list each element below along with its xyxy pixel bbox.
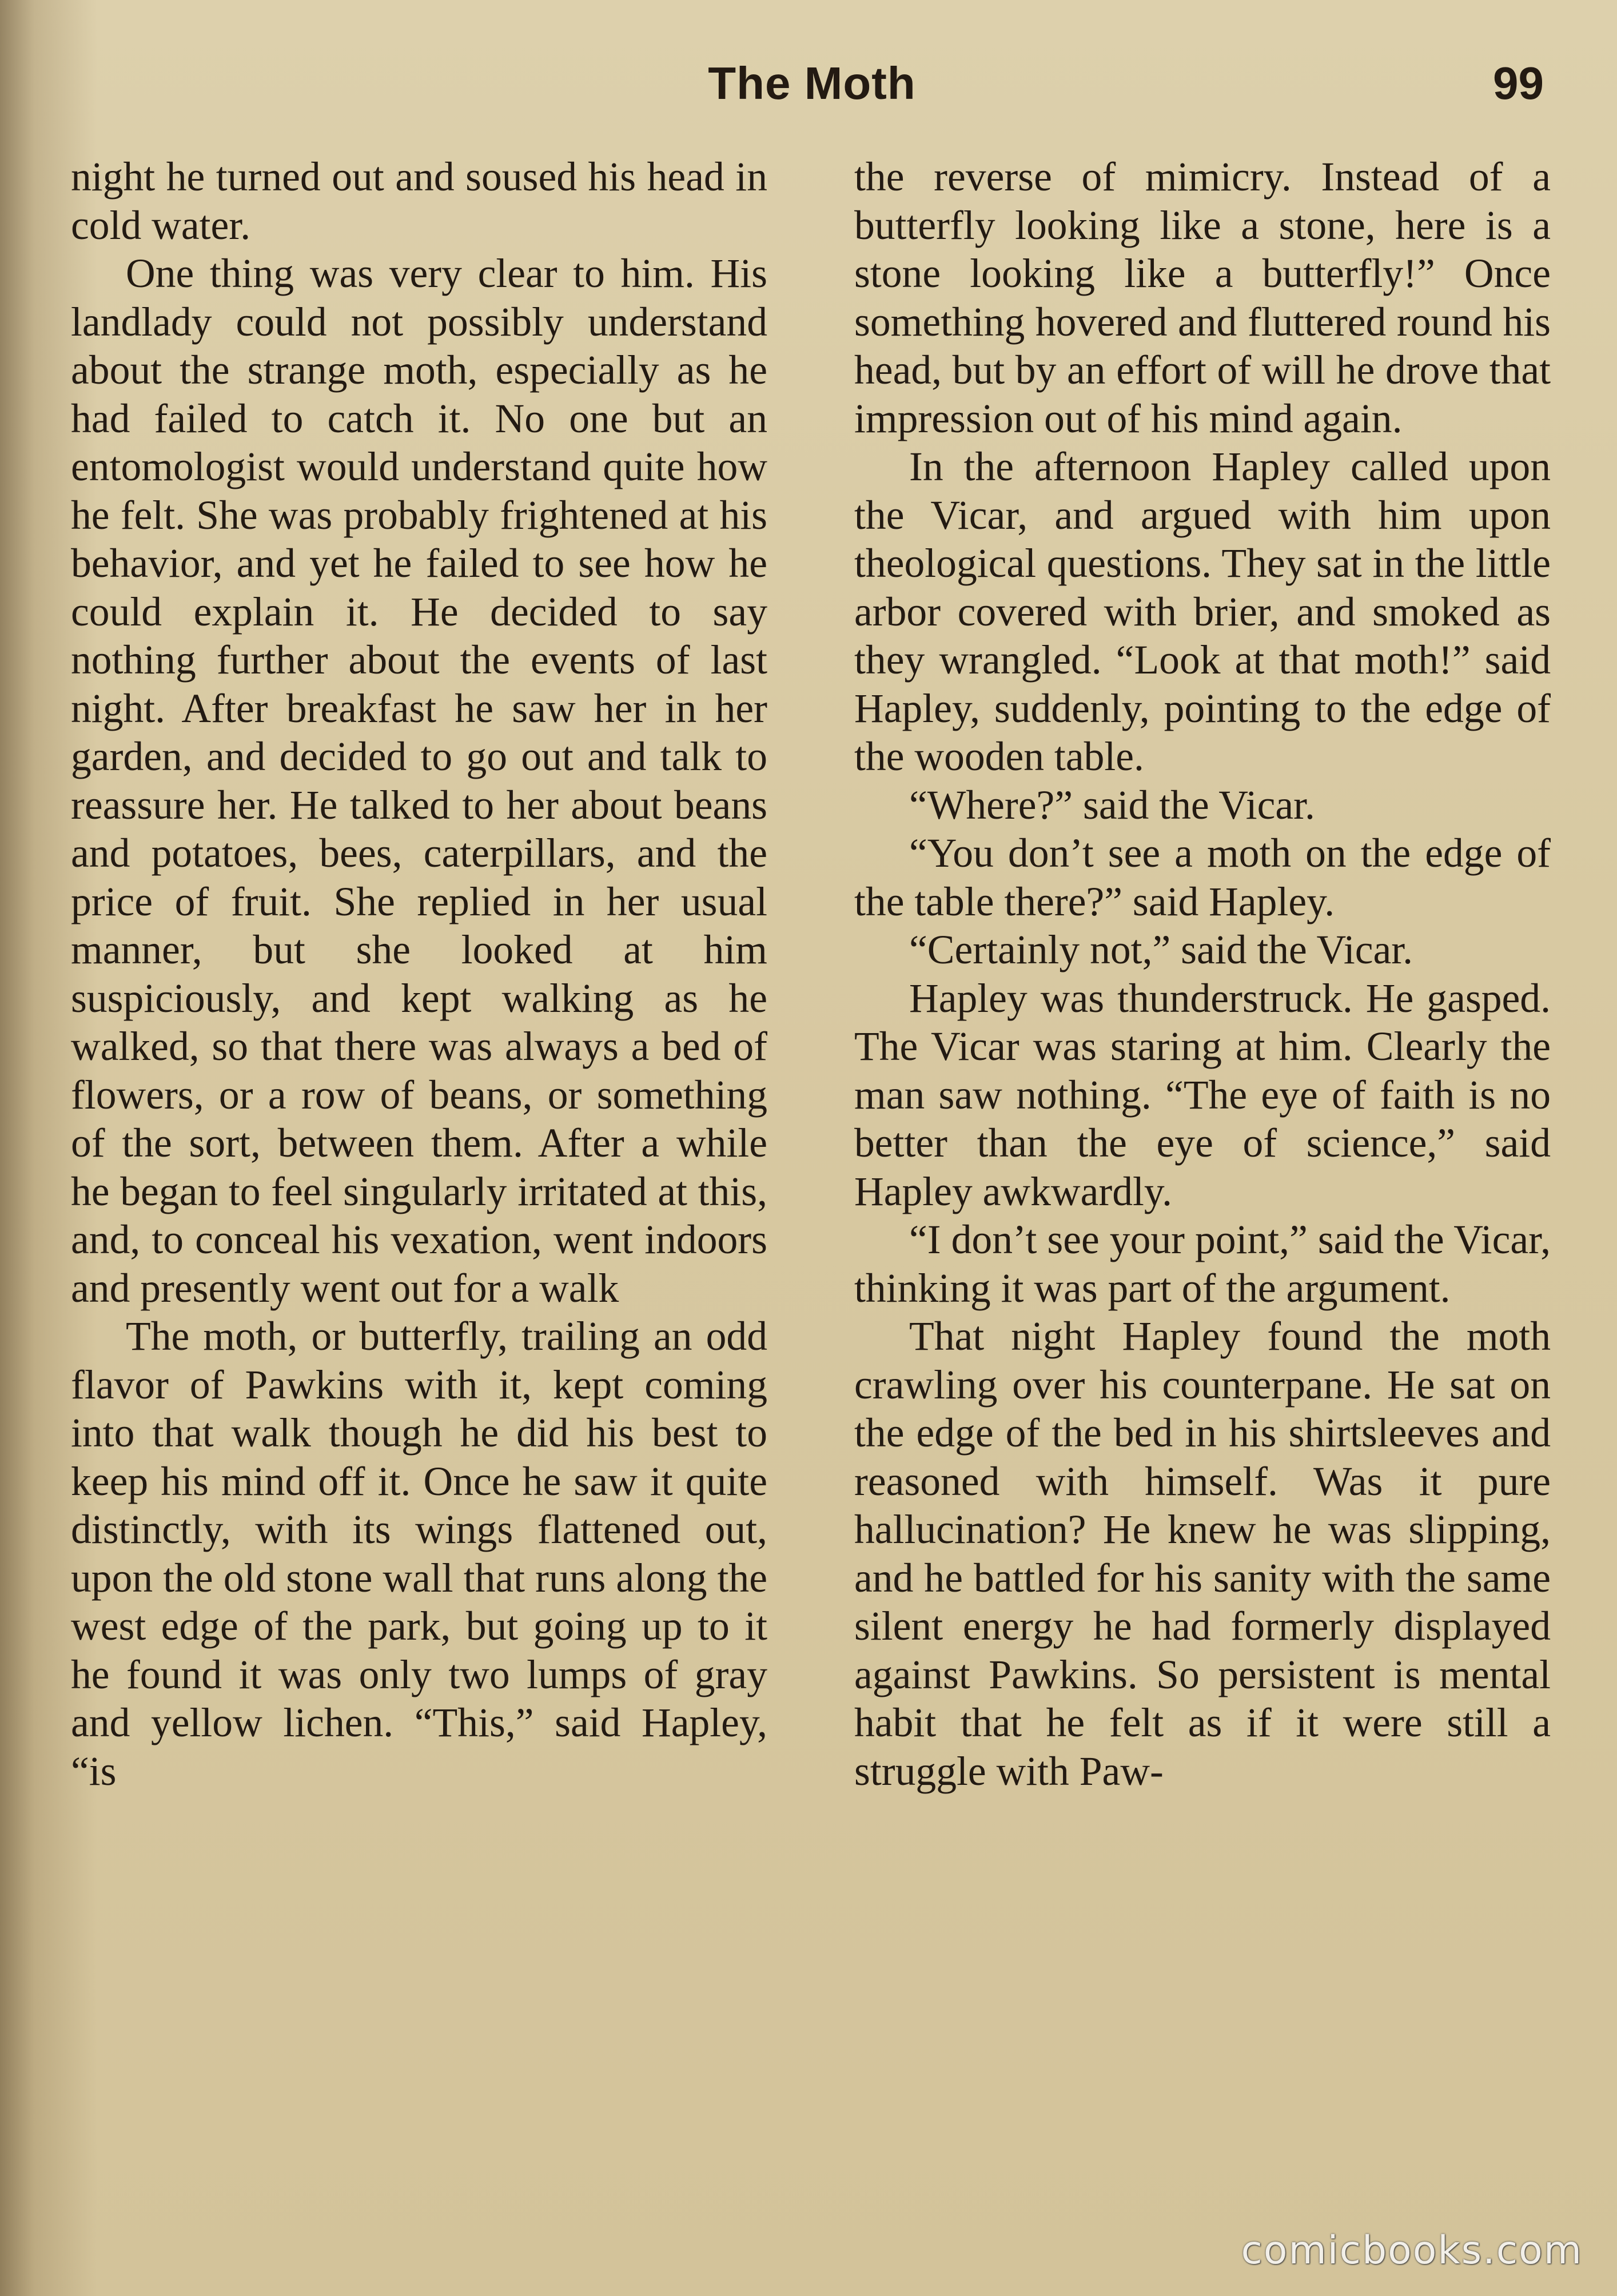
- left-column: [71, 153, 767, 1796]
- page-title: The Moth: [708, 58, 916, 109]
- watermark: comicbooks.com: [1241, 2228, 1583, 2273]
- running-head: [69, 57, 1555, 120]
- paragraph: Hapley was thunderstruck. He gasped. The Vicar was staring at him. Clearly the man saw nothing. “The eye of faith is no better than the eye of science,” said Hapley awkwardly.: [854, 975, 1551, 1214]
- paragraph: One thing was very clear to him. His landlady could not possibly understand about the strange moth, especially as he had failed to catch it. No one but an entomologist would understand quite how he felt. She was probably frightened at his behavior, and yet he failed to see how he could explain it. He decided to say nothing further about the events of last night. After breakfast he saw her in her garden, and decided to go out and talk to reassure her. He talked to her about beans and potatoes, bees, caterpillars, and the price of fruit. She replied in her usual manner, but she looked at him suspiciously, and kept walking as he walked, so that there was always a bed of flowers, or a row of beans, or something of the sort, between them. After a while he began to feel singularly irritated at this, and, to conceal his vexation, went indoors and presently went out for a walk: [71, 251, 767, 1311]
- paragraph: “Certainly not,” said the Vicar.: [909, 927, 1413, 972]
- paragraph: The moth, or butterfly, trailing an odd flavor of Pawkins with it, kept coming into that walk though he did his best to keep his mind off it. Once he saw it quite distinctly, with its wings flattened out, upon the old stone wall that runs along the west edge of the park, but going up to it he found it was only two lumps of gray and yellow lichen. “This,” said Hapley, “is: [71, 1314, 767, 1794]
- paragraph: That night Hapley found the moth crawling over his counterpane. He sat on the edge of the bed in his shirtsleeves and reasoned with himself. Was it pure hallucination? He knew he was slipping, and he battled for his sanity with the same silent energy he had formerly displayed against Pawkins. So persistent is mental habit that he felt as if it were still a struggle with Paw-: [854, 1314, 1551, 1794]
- paragraph: “You don’t see a moth on the edge of the table there?” said Hapley.: [854, 831, 1551, 924]
- paragraph: night he turned out and soused his head in cold water.: [71, 154, 767, 248]
- right-column: [854, 153, 1551, 1796]
- paragraph: the reverse of mimicry. Instead of a butterfly looking like a stone, here is a stone looking like a butterfly!” Once something hovered and fluttered round his head, but by an effort of will he drove that impression out of his mind again.: [854, 154, 1551, 441]
- paragraph: In the afternoon Hapley called upon the Vicar, and argued with him upon theological questions. They sat in the little arbor covered with brier, and smoked as they wrangled. “Look at that moth!” said Hapley, suddenly, pointing to the edge of the wooden table.: [854, 444, 1551, 779]
- paragraph: “I don’t see your point,” said the Vicar, thinking it was part of the argument.: [854, 1217, 1551, 1311]
- page-number: 99: [1493, 58, 1544, 109]
- paragraph: “Where?” said the Vicar.: [909, 782, 1315, 828]
